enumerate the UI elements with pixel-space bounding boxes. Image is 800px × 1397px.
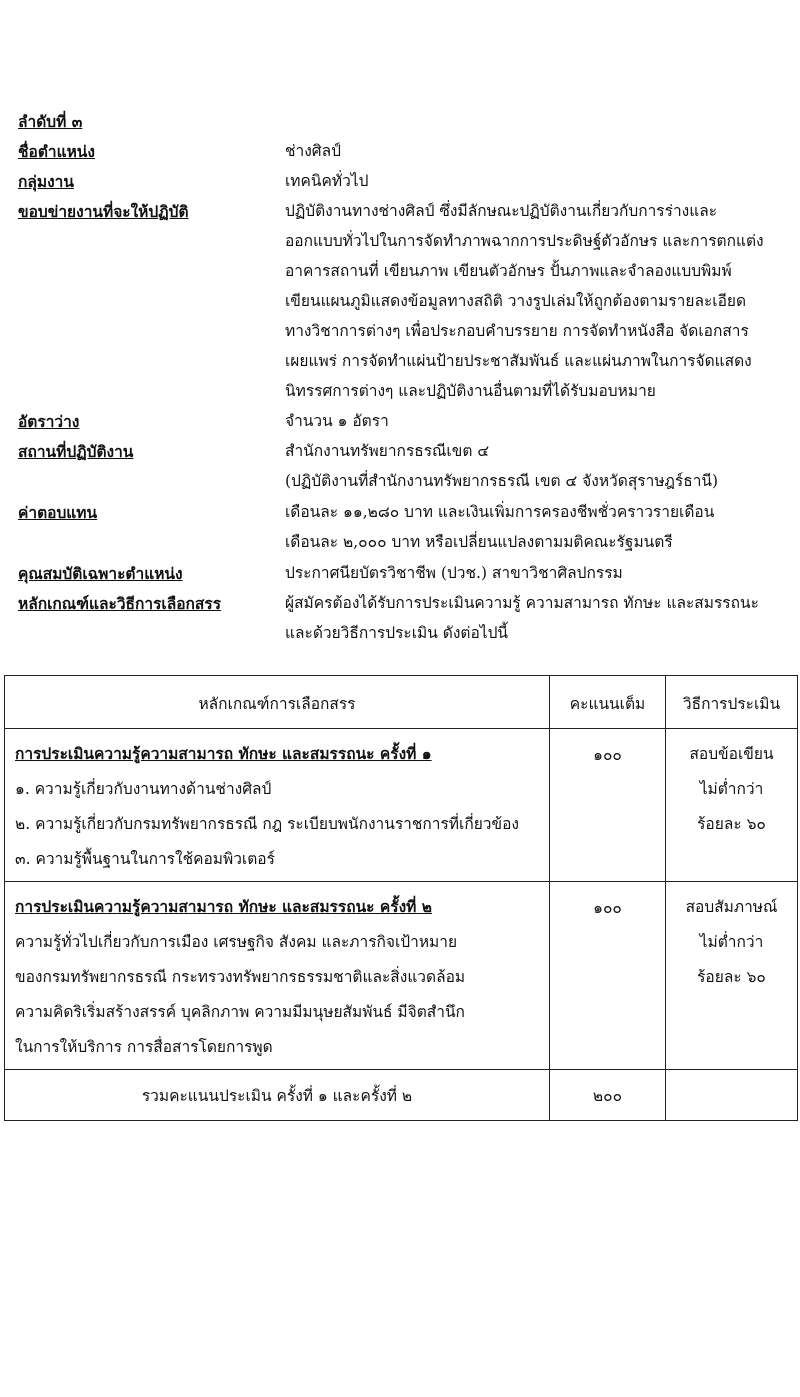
round1-item: ๑. ความรู้เกี่ยวกับงานทางด้านช่างศิลป์ <box>15 780 272 798</box>
table-header-row <box>5 676 798 729</box>
scope-line: เขียนแผนภูมิแสดงข้อมูลทางสถิติ วางรูปเล่มให้ถูกต้องตามรายละเอียด <box>285 292 747 310</box>
vacancy-value: จำนวน ๑ อัตรา <box>285 412 389 430</box>
round2-method-line: สอบสัมภาษณ์ <box>685 898 778 916</box>
pay-label: ค่าตอบแทน <box>18 503 98 522</box>
criteria-label: หลักเกณฑ์และวิธีการเลือกสรร <box>18 594 222 613</box>
workplace-line: สำนักงานทรัพยากรธรณีเขต ๔ <box>285 442 490 460</box>
scope-line: ทางวิชาการต่างๆ เพื่อประกอบคำบรรยาย การจัดทำหนังสือ จัดเอกสาร <box>285 322 749 340</box>
qualification-value: ประกาศนียบัตรวิชาชีพ (ปวช.) สาขาวิชาศิลปกรรม <box>285 564 623 582</box>
round1-method <box>666 729 798 882</box>
round1-method-line: ไม่ต่ำกว่า <box>699 780 764 798</box>
round2-score: ๑๐๐ <box>550 882 666 1070</box>
round2-title: การประเมินความรู้ความสามารถ ทักษะ และสมรรถนะ ครั้งที่ ๒ <box>15 897 432 916</box>
round1-title: การประเมินความรู้ความสามารถ ทักษะ และสมรรถนะ ครั้งที่ ๑ <box>15 744 432 763</box>
table-row <box>5 882 798 1070</box>
qualification-label: คุณสมบัติเฉพาะตำแหน่ง <box>18 564 183 583</box>
table-row <box>5 729 798 882</box>
criteria-table <box>4 675 798 1121</box>
total-score: ๒๐๐ <box>550 1070 666 1121</box>
scope-line: ปฏิบัติงานทางช่างศิลป์ ซึ่งมีลักษณะปฏิบัติงานเกี่ยวกับการร่างและ <box>285 202 718 220</box>
scope-line: อาคารสถานที่ เขียนภาพ เขียนตัวอักษร ปั้นภาพและจำลองแบบพิมพ์ <box>285 262 732 280</box>
header-method: วิธีการประเมิน <box>666 676 798 729</box>
position-label: ชื่อตำแหน่ง <box>18 142 95 161</box>
group-value: เทคนิคทั่วไป <box>285 172 369 190</box>
round2-criteria <box>5 882 550 1070</box>
total-row <box>5 1070 798 1121</box>
scope-line: นิทรรศการต่างๆ และปฏิบัติงานอื่นตามที่ได้รับมอบหมาย <box>285 382 656 400</box>
scope-line: ออกแบบทั่วไปในการจัดทำภาพฉากการประดิษฐ์ตัวอักษร และการตกแต่ง <box>285 232 764 250</box>
vacancy-label: อัตราว่าง <box>18 412 80 431</box>
round1-item: ๓. ความรู้พื้นฐานในการใช้คอมพิวเตอร์ <box>15 850 275 868</box>
round1-item: ๒. ความรู้เกี่ยวกับกรมทรัพยากรธรณี กฎ ระเบียบพนักงานราชการที่เกี่ยวข้อง <box>15 815 519 833</box>
round2-item: ในการให้บริการ การสื่อสารโดยการพูด <box>15 1038 273 1056</box>
round2-item: ความรู้ทั่วไปเกี่ยวกับการเมือง เศรษฐกิจ สังคม และภารกิจเป้าหมาย <box>15 933 458 951</box>
position-value: ช่างศิลป์ <box>285 142 341 160</box>
criteria-line: ผู้สมัครต้องได้รับการประเมินความรู้ ความสามารถ ทักษะ และสมรรถนะ <box>285 594 759 612</box>
order-number: ลำดับที่ ๓ <box>18 112 83 131</box>
round2-method <box>666 882 798 1070</box>
round1-criteria <box>5 729 550 882</box>
header-full-score: คะแนนเต็ม <box>550 676 666 729</box>
scope-line: เผยแพร่ การจัดทำแผ่นป้ายประชาสัมพันธ์ และแผ่นภาพในการจัดแสดง <box>285 352 752 370</box>
pay-line: เดือนละ ๒,๐๐๐ บาท หรือเปลี่ยนแปลงตามมติคณะรัฐมนตรี <box>285 533 673 551</box>
round1-method-line: สอบข้อเขียน <box>689 745 774 763</box>
group-label: กลุ่มงาน <box>18 172 74 191</box>
header-criteria: หลักเกณฑ์การเลือกสรร <box>5 676 550 729</box>
round2-method-line: ไม่ต่ำกว่า <box>699 933 764 951</box>
pay-line: เดือนละ ๑๑,๒๘๐ บาท และเงินเพิ่มการครองชีพชั่วคราวรายเดือน <box>285 503 715 521</box>
total-method-empty <box>666 1070 798 1121</box>
round1-score: ๑๐๐ <box>550 729 666 882</box>
criteria-line: และด้วยวิธีการประเมิน ดังต่อไปนี้ <box>285 624 509 642</box>
scope-label: ขอบข่ายงานที่จะให้ปฏิบัติ <box>18 202 189 221</box>
round1-method-line: ร้อยละ ๖๐ <box>697 815 766 833</box>
round2-method-line: ร้อยละ ๖๐ <box>697 968 766 986</box>
round2-item: ของกรมทรัพยากรธรณี กระทรวงทรัพยากรธรรมชาติและสิ่งแวดล้อม <box>15 968 466 986</box>
total-label: รวมคะแนนประเมิน ครั้งที่ ๑ และครั้งที่ ๒ <box>5 1070 550 1121</box>
workplace-label: สถานที่ปฏิบัติงาน <box>18 442 134 461</box>
workplace-line: (ปฏิบัติงานที่สำนักงานทรัพยากรธรณี เขต ๔ จังหวัดสุราษฎร์ธานี) <box>285 472 719 490</box>
round2-item: ความคิดริเริ่มสร้างสรรค์ บุคลิกภาพ ความมีมนุษยสัมพันธ์ มีจิตสำนึก <box>15 1003 465 1021</box>
